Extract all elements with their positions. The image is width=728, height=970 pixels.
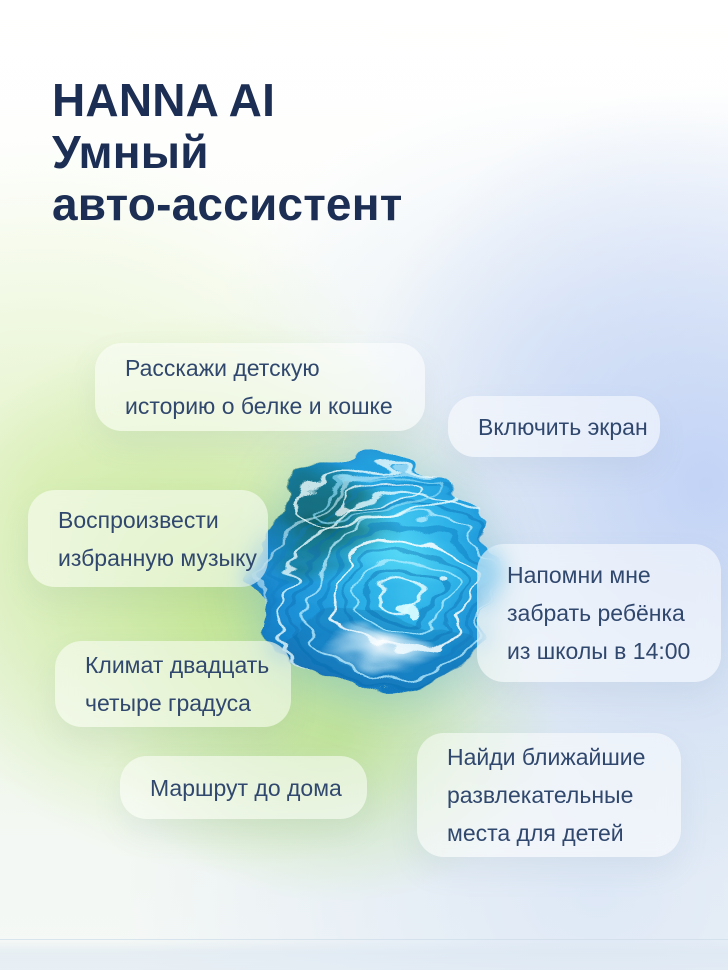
brand-title: HANNA AI [52, 74, 276, 126]
bottom-gradient-band [0, 939, 728, 970]
subtitle-line-2: авто-ассистент [52, 178, 403, 230]
voice-command-bubble-climate [55, 641, 291, 727]
voice-command-bubble-school-reminder [477, 544, 721, 682]
voice-command-bubble-tell-story [95, 343, 425, 431]
voice-command-bubble-find-places [417, 733, 681, 857]
voice-command-bubble-route-home [120, 756, 367, 819]
bubble-line: забрать ребёнка [507, 600, 685, 626]
voice-command-bubble-play-music [28, 490, 268, 587]
bubble-line: Напомни мне [507, 562, 651, 588]
bubble-line: места для детей [447, 820, 624, 846]
bubble-line: из школы в 14:00 [507, 638, 691, 664]
bubble-line: Включить экран [478, 413, 648, 440]
bubble-line: четыре градуса [85, 690, 251, 716]
bubble-line: Маршрут до дома [150, 774, 342, 801]
bubble-line: избранную музыку [58, 544, 257, 571]
bubble-line: историю о белке и кошке [125, 393, 393, 419]
bubble-line: Воспроизвести [58, 506, 219, 533]
title-block [52, 74, 402, 230]
bubble-line: Расскажи детскую [125, 355, 320, 381]
bubble-line: Найди ближайшие [447, 744, 646, 770]
bubble-line: развлекательные [447, 782, 634, 808]
bubble-line: Климат двадцать [85, 652, 270, 678]
voice-command-bubble-turn-on-screen [448, 396, 660, 457]
subtitle-line-1: Умный [52, 126, 209, 178]
